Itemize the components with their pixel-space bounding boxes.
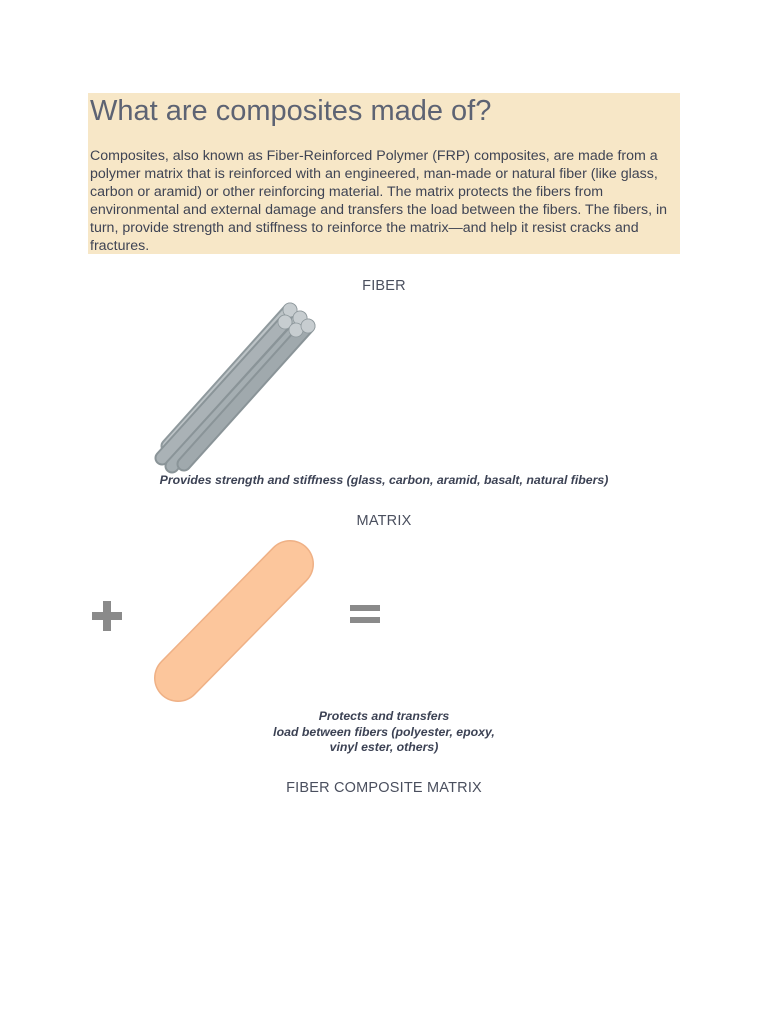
matrix-caption	[234, 709, 534, 756]
fiber-label: FIBER	[362, 278, 406, 294]
page-title: What are composites made of?	[90, 95, 492, 127]
intro-paragraph: Composites, also known as Fiber-Reinforced Polymer (FRP) composites, are made from a polymer matrix that is reinforced with an engineered, man-made or natural fiber (like glass, carbon or aramid) or other reinforcing material. The matrix protects the fibers from environmental and external damage and transfers the load between the fibers. The fibers, in turn, provide strength and stiffness to reinforce the matrix—and help it resist cracks and fractures.	[90, 148, 668, 254]
matrix-rod-illustration	[150, 538, 318, 706]
fiber-bundle-illustration	[150, 298, 325, 476]
result-label: FIBER COMPOSITE MATRIX	[286, 780, 482, 796]
matrix-caption-line-3: vinyl ester, others)	[329, 740, 439, 755]
fiber-caption: Provides strength and stiffness (glass, carbon, aramid, basalt, natural fibers)	[159, 473, 609, 487]
equals-icon	[350, 602, 380, 626]
matrix-caption-line-1: Protects and transfers	[318, 709, 450, 723]
plus-icon	[91, 600, 123, 632]
matrix-caption-line-2: load between fibers (polyester, epoxy,	[273, 724, 495, 739]
matrix-label: MATRIX	[356, 513, 412, 529]
intro-box	[88, 93, 680, 254]
